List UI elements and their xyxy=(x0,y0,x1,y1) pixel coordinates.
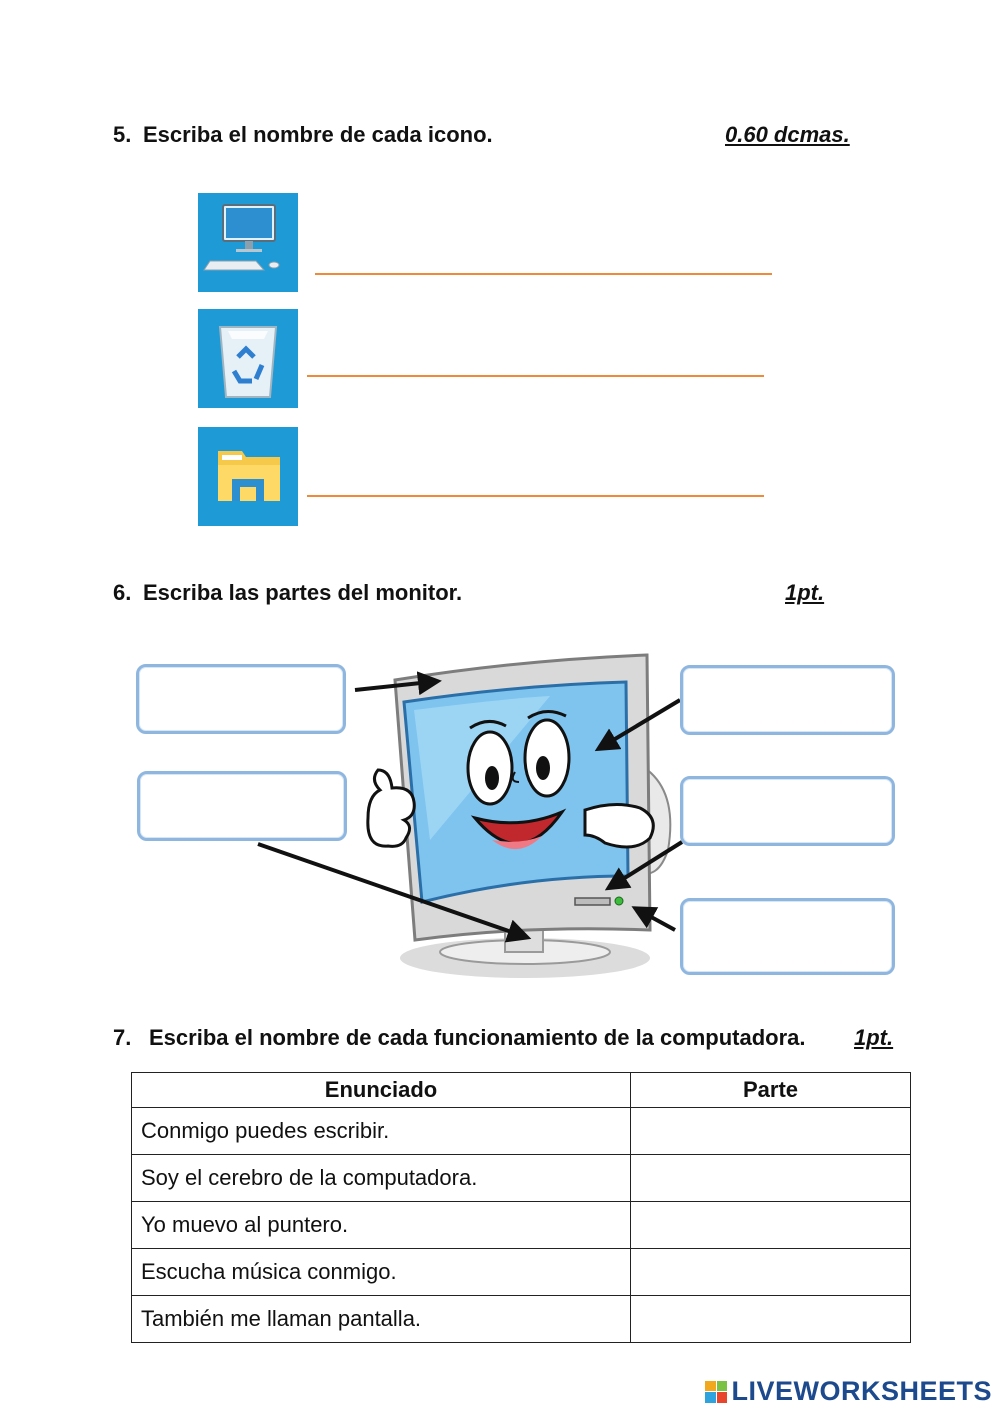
statement-cell: También me llaman pantalla. xyxy=(132,1296,631,1343)
question-5-points: 0.60 dcmas. xyxy=(725,122,850,147)
question-6-points: 1pt. xyxy=(785,580,825,605)
answer-cell[interactable] xyxy=(631,1155,911,1202)
file-explorer-icon xyxy=(198,427,298,526)
question-7-title: 7. Escriba el nombre de cada funcionamiento de la computadora. xyxy=(113,1025,806,1050)
function-table xyxy=(131,1072,911,1343)
label-box-controls[interactable] xyxy=(680,776,895,846)
answer-cell[interactable] xyxy=(631,1249,911,1296)
liveworksheets-brand xyxy=(705,1376,992,1407)
statement-cell: Yo muevo al puntero. xyxy=(132,1202,631,1249)
statement-cell: Conmigo puedes escribir. xyxy=(132,1108,631,1155)
answer-cell[interactable] xyxy=(631,1108,911,1155)
statement-cell: Escucha música conmigo. xyxy=(132,1249,631,1296)
answer-cell[interactable] xyxy=(631,1202,911,1249)
question-5-title: 5. Escriba el nombre de cada icono. xyxy=(113,122,493,147)
statement-cell: Soy el cerebro de la computadora. xyxy=(132,1155,631,1202)
header-parte: Parte xyxy=(631,1073,911,1108)
question-7-points: 1pt. xyxy=(854,1025,894,1050)
header-enunciado: Enunciado xyxy=(132,1073,631,1108)
table-row xyxy=(132,1155,911,1202)
question-6-title: 6. Escriba las partes del monitor. xyxy=(113,580,463,605)
computer-icon xyxy=(198,193,298,292)
answer-line-3[interactable] xyxy=(307,495,764,497)
recycle-bin-icon xyxy=(198,309,298,408)
label-box-frame[interactable] xyxy=(136,664,346,734)
table-row xyxy=(132,1249,911,1296)
liveworksheets-logo-icon xyxy=(705,1381,727,1403)
label-box-base[interactable] xyxy=(137,771,347,841)
table-row xyxy=(132,1108,911,1155)
table-row xyxy=(132,1296,911,1343)
answer-line-2[interactable] xyxy=(307,375,764,377)
answer-cell[interactable] xyxy=(631,1296,911,1343)
table-row xyxy=(132,1202,911,1249)
label-box-power-button[interactable] xyxy=(680,898,895,975)
label-box-screen[interactable] xyxy=(680,665,895,735)
answer-line-1[interactable] xyxy=(315,273,772,275)
brand-name: LIVEWORKSHEETS xyxy=(731,1376,992,1406)
